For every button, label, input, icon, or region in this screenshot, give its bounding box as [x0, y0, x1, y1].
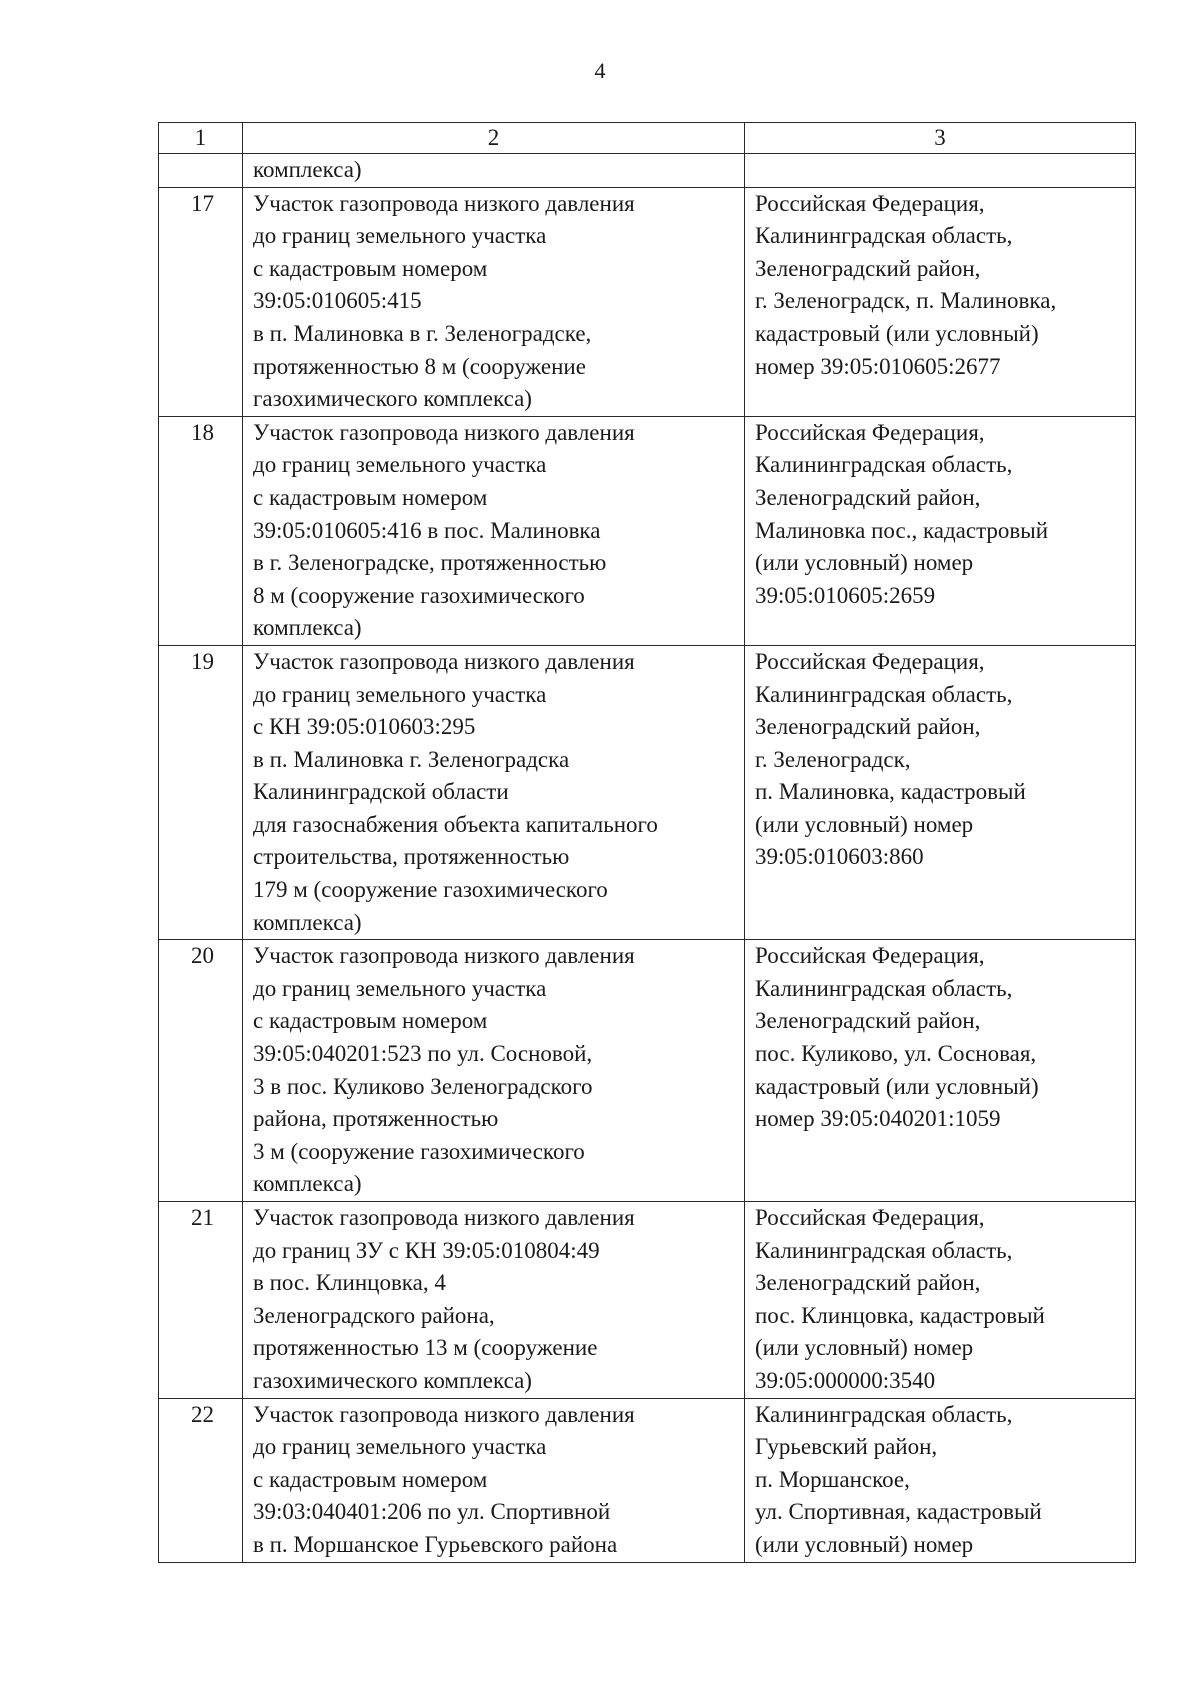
description-line: Участок газопровода низкого давления — [253, 648, 635, 674]
location-line: Российская Федерация, — [755, 943, 985, 969]
description-line: Калининградской области — [253, 779, 509, 805]
registry-table — [158, 122, 1136, 1563]
description-line: с кадастровым номером — [253, 1466, 488, 1492]
location-cell — [745, 187, 1136, 416]
description-line: Участок газопровода низкого давления — [253, 1401, 635, 1427]
location-line: г. Зеленоградск, — [755, 746, 911, 772]
description-line: для газоснабжения объекта капитального — [253, 811, 658, 837]
description-line: с кадастровым номером — [253, 255, 488, 281]
row-number-cell: 19 — [159, 645, 243, 939]
description-cell — [243, 187, 745, 416]
description-line: до границ ЗУ с КН 39:05:010804:49 — [253, 1237, 600, 1263]
continuation-description-cell — [243, 154, 745, 188]
location-line: (или условный) номер — [755, 1531, 974, 1557]
description-line: 39:05:010605:416 в пос. Малиновка — [253, 517, 601, 543]
table-row — [159, 645, 1136, 939]
location-line: (или условный) номер — [755, 550, 974, 576]
description-line: 3 м (сооружение газохимического — [253, 1138, 585, 1164]
location-cell — [745, 416, 1136, 645]
description-cell — [243, 1398, 745, 1562]
description-line: в п. Малиновка г. Зеленоградска — [253, 746, 570, 772]
description-line: 3 в пос. Куликово Зеленоградского — [253, 1073, 593, 1099]
location-line: Российская Федерация, — [755, 190, 985, 216]
table-row — [159, 940, 1136, 1202]
location-line: Калининградская область, — [755, 1401, 1013, 1427]
location-line: Калининградская область, — [755, 1237, 1013, 1263]
column-header-1: 1 — [159, 123, 243, 154]
row-number-cell: 18 — [159, 416, 243, 645]
description-line: протяженностью 13 м (сооружение — [253, 1335, 598, 1361]
description-line: протяженностью 8 м (сооружение — [253, 353, 586, 379]
description-line: с кадастровым номером — [253, 1008, 488, 1034]
description-line: в пос. Клинцовка, 4 — [253, 1270, 446, 1296]
location-line: Зеленоградский район, — [755, 714, 981, 740]
location-cell — [745, 940, 1136, 1202]
row-number-cell: 17 — [159, 187, 243, 416]
location-line: кадастровый (или условный) — [755, 1073, 1039, 1099]
row-number-cell: 22 — [159, 1398, 243, 1562]
continuation-location-cell — [745, 154, 1136, 188]
location-line: ул. Спортивная, кадастровый — [755, 1499, 1042, 1525]
description-line: Участок газопровода низкого давления — [253, 1205, 635, 1230]
description-line: до границ земельного участка — [253, 681, 547, 707]
location-line: пос. Куликово, ул. Сосновая, — [755, 1041, 1037, 1067]
location-line: Малиновка пос., кадастровый — [755, 517, 1049, 543]
location-line: Зеленоградский район, — [755, 1008, 981, 1034]
description-cell — [243, 416, 745, 645]
description-line: в п. Малиновка в г. Зеленоградске, — [253, 320, 592, 346]
description-cell — [243, 645, 745, 939]
location-line: Российская Федерация, — [755, 1205, 985, 1230]
location-line: п. Моршанское, — [755, 1466, 910, 1492]
location-cell — [745, 1202, 1136, 1399]
table-row — [159, 187, 1136, 416]
table-row — [159, 416, 1136, 645]
location-line: Калининградская область, — [755, 452, 1013, 478]
location-line: п. Малиновка, кадастровый — [755, 779, 1026, 805]
location-line: номер 39:05:010605:2677 — [755, 353, 1001, 379]
description-line: 39:05:040201:523 по ул. Сосновой, — [253, 1041, 593, 1067]
continuation-row — [159, 154, 1136, 188]
location-line: пос. Клинцовка, кадастровый — [755, 1302, 1045, 1328]
description-line: в п. Моршанское Гурьевского района — [253, 1531, 618, 1557]
location-line: (или условный) номер — [755, 1335, 974, 1361]
description-line: строительства, протяженностью — [253, 844, 570, 870]
description-cell — [243, 1202, 745, 1399]
page-number: 4 — [594, 58, 606, 83]
location-line: Гурьевский район, — [755, 1434, 938, 1460]
description-line: Участок газопровода низкого давления — [253, 190, 635, 216]
description-line: до границ земельного участка — [253, 975, 547, 1001]
location-line: Зеленоградский район, — [755, 1270, 981, 1296]
location-line: Калининградская область, — [755, 223, 1013, 249]
table-row — [159, 1398, 1136, 1562]
column-header-3: 3 — [745, 123, 1136, 154]
description-line: газохимического комплекса) — [253, 1367, 532, 1393]
row-number-cell: 21 — [159, 1202, 243, 1399]
location-line: Калининградская область, — [755, 975, 1013, 1001]
table-body — [159, 154, 1136, 1563]
location-line: г. Зеленоградск, п. Малиновка, — [755, 288, 1057, 314]
description-line: в г. Зеленоградске, протяженностью — [253, 550, 607, 576]
description-line: 39:05:010605:415 — [253, 288, 422, 314]
description-line: с КН 39:05:010603:295 — [253, 714, 476, 740]
description-line: до границ земельного участка — [253, 223, 547, 249]
description-line: 8 м (сооружение газохимического — [253, 582, 585, 608]
location-line: (или условный) номер — [755, 811, 974, 837]
description-line: с кадастровым номером — [253, 484, 488, 510]
column-header-2: 2 — [243, 123, 745, 154]
description-line: комплекса) — [253, 615, 362, 641]
continuation-num-cell — [159, 154, 243, 188]
table-header-row — [159, 123, 1136, 154]
location-line: Зеленоградский район, — [755, 255, 981, 281]
description-line: района, протяженностью — [253, 1106, 499, 1132]
description-line: до границ земельного участка — [253, 1434, 547, 1460]
location-line: 39:05:000000:3540 — [755, 1367, 936, 1393]
row-number-cell: 20 — [159, 940, 243, 1202]
location-line: номер 39:05:040201:1059 — [755, 1106, 1001, 1132]
description-line: комплекса) — [253, 1171, 362, 1197]
table-row — [159, 1202, 1136, 1399]
location-line: 39:05:010605:2659 — [755, 582, 936, 608]
location-line: Российская Федерация, — [755, 419, 985, 445]
description-line: 179 м (сооружение газохимического — [253, 877, 608, 903]
description-line: Зеленоградского района, — [253, 1302, 495, 1328]
description-line: Участок газопровода низкого давления — [253, 943, 635, 969]
location-line: 39:05:010603:860 — [755, 844, 924, 870]
description-cell — [243, 940, 745, 1202]
location-line: кадастровый (или условный) — [755, 320, 1039, 346]
description-line: Участок газопровода низкого давления — [253, 419, 635, 445]
location-cell — [745, 1398, 1136, 1562]
description-line: 39:03:040401:206 по ул. Спортивной — [253, 1499, 611, 1525]
description-line: комплекса) — [253, 909, 362, 935]
description-line: газохимического комплекса) — [253, 386, 532, 412]
description-line: комплекса) — [253, 157, 362, 182]
location-cell — [745, 645, 1136, 939]
location-line: Калининградская область, — [755, 681, 1013, 707]
description-line: до границ земельного участка — [253, 452, 547, 478]
location-line: Российская Федерация, — [755, 648, 985, 674]
location-line: Зеленоградский район, — [755, 484, 981, 510]
